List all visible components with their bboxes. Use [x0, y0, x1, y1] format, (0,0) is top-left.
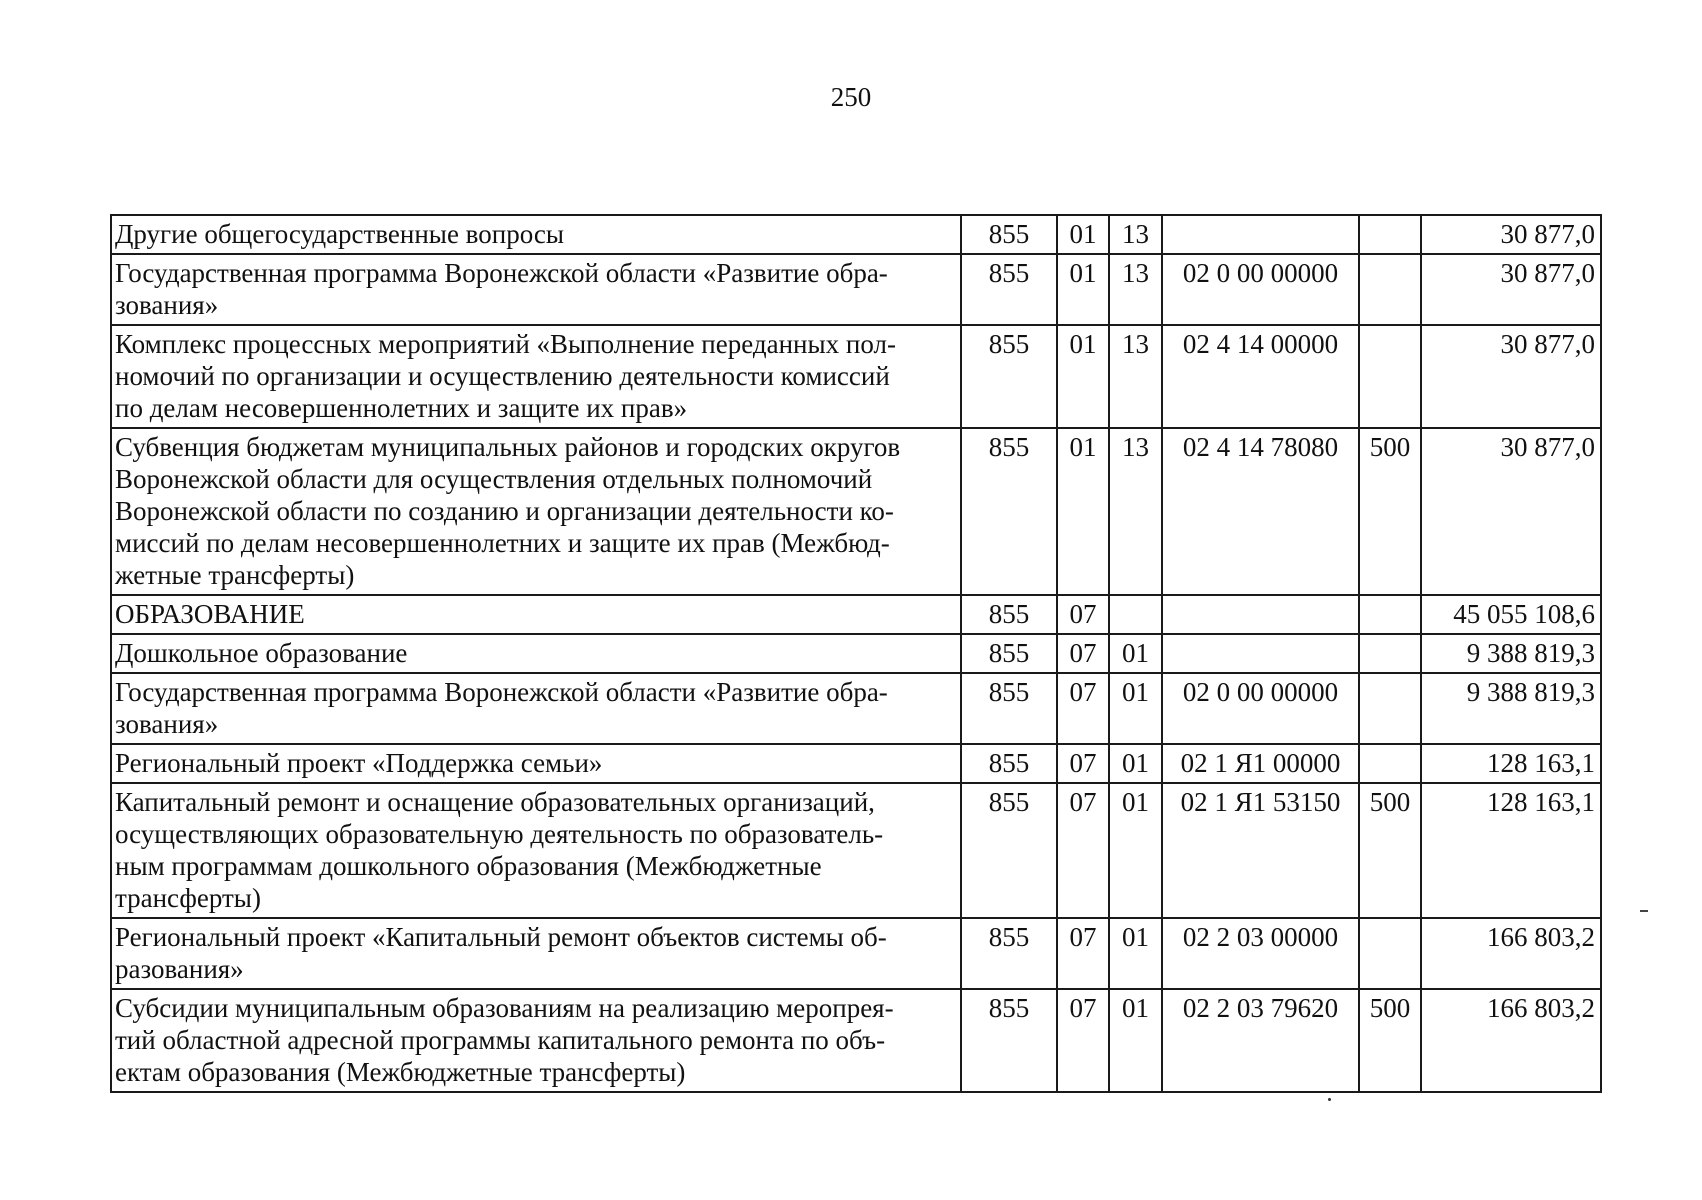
row-section-code: 07	[1057, 744, 1109, 783]
row-expense-type	[1359, 325, 1421, 428]
scan-dot	[1328, 1098, 1331, 1101]
row-grbs-code: 855	[961, 325, 1057, 428]
row-target-article	[1162, 215, 1359, 254]
row-subsection-code: 01	[1109, 783, 1162, 918]
row-expense-type	[1359, 634, 1421, 673]
row-amount: 30 877,0	[1421, 325, 1601, 428]
row-amount: 9 388 819,3	[1421, 673, 1601, 744]
table-row	[111, 989, 1601, 1092]
row-subsection-code: 01	[1109, 673, 1162, 744]
row-target-article: 02 2 03 00000	[1162, 918, 1359, 989]
row-target-article: 02 4 14 00000	[1162, 325, 1359, 428]
row-expense-type: 500	[1359, 428, 1421, 595]
row-name: ОБРАЗОВАНИЕ	[111, 595, 961, 634]
row-name: Региональный проект «Поддержка семьи»	[111, 744, 961, 783]
row-subsection-code: 01	[1109, 634, 1162, 673]
budget-table	[110, 214, 1602, 1093]
row-amount: 128 163,1	[1421, 783, 1601, 918]
row-grbs-code: 855	[961, 215, 1057, 254]
row-target-article: 02 4 14 78080	[1162, 428, 1359, 595]
row-grbs-code: 855	[961, 673, 1057, 744]
row-amount: 45 055 108,6	[1421, 595, 1601, 634]
row-expense-type	[1359, 215, 1421, 254]
row-subsection-code: 13	[1109, 215, 1162, 254]
row-name: Субвенция бюджетам муниципальных районов и городских округов Воронежской области для осуществления отдельных полномочий Воронежской области по созданию и организации деятельности ко- миссий по делам несовершеннолетних и защите их прав (Межбюд- жетные трансферты)	[111, 428, 961, 595]
row-subsection-code: 13	[1109, 325, 1162, 428]
row-target-article: 02 1 Я1 00000	[1162, 744, 1359, 783]
scan-mark	[1640, 910, 1648, 912]
row-target-article: 02 1 Я1 53150	[1162, 783, 1359, 918]
row-section-code: 07	[1057, 634, 1109, 673]
table-row	[111, 918, 1601, 989]
row-amount: 30 877,0	[1421, 254, 1601, 325]
table-row	[111, 634, 1601, 673]
row-name: Государственная программа Воронежской области «Развитие обра- зования»	[111, 673, 961, 744]
row-amount: 9 388 819,3	[1421, 634, 1601, 673]
row-amount: 166 803,2	[1421, 989, 1601, 1092]
row-target-article	[1162, 595, 1359, 634]
row-section-code: 01	[1057, 325, 1109, 428]
row-name: Региональный проект «Капитальный ремонт объектов системы об- разования»	[111, 918, 961, 989]
row-grbs-code: 855	[961, 595, 1057, 634]
row-section-code: 01	[1057, 215, 1109, 254]
row-grbs-code: 855	[961, 428, 1057, 595]
row-target-article: 02 0 00 00000	[1162, 673, 1359, 744]
row-grbs-code: 855	[961, 634, 1057, 673]
table-body	[111, 215, 1601, 1092]
table-row	[111, 254, 1601, 325]
row-section-code: 07	[1057, 673, 1109, 744]
table-row	[111, 673, 1601, 744]
row-grbs-code: 855	[961, 744, 1057, 783]
row-expense-type	[1359, 918, 1421, 989]
row-subsection-code: 01	[1109, 744, 1162, 783]
row-name: Государственная программа Воронежской области «Развитие обра- зования»	[111, 254, 961, 325]
row-expense-type: 500	[1359, 989, 1421, 1092]
row-section-code: 07	[1057, 918, 1109, 989]
row-section-code: 01	[1057, 428, 1109, 595]
table-row	[111, 325, 1601, 428]
row-section-code: 01	[1057, 254, 1109, 325]
row-expense-type	[1359, 595, 1421, 634]
row-section-code: 07	[1057, 783, 1109, 918]
row-amount: 128 163,1	[1421, 744, 1601, 783]
row-name: Капитальный ремонт и оснащение образовательных организаций, осуществляющих образовательную деятельность по образователь- ным программам дошкольного образования (Межбюджетные трансферты)	[111, 783, 961, 918]
row-amount: 30 877,0	[1421, 428, 1601, 595]
page-number: 250	[830, 82, 872, 112]
row-section-code: 07	[1057, 989, 1109, 1092]
row-expense-type: 500	[1359, 783, 1421, 918]
row-grbs-code: 855	[961, 989, 1057, 1092]
row-subsection-code	[1109, 595, 1162, 634]
row-name: Комплекс процессных мероприятий «Выполнение переданных пол- номочий по организации и осуществлению деятельности комиссий по делам несовершеннолетних и защите их прав»	[111, 325, 961, 428]
table-row	[111, 744, 1601, 783]
row-expense-type	[1359, 744, 1421, 783]
row-expense-type	[1359, 254, 1421, 325]
table-row	[111, 215, 1601, 254]
row-amount: 30 877,0	[1421, 215, 1601, 254]
table-row	[111, 428, 1601, 595]
row-name: Другие общегосударственные вопросы	[111, 215, 961, 254]
row-subsection-code: 01	[1109, 918, 1162, 989]
table-row	[111, 595, 1601, 634]
row-target-article: 02 2 03 79620	[1162, 989, 1359, 1092]
table-row	[111, 783, 1601, 918]
row-section-code: 07	[1057, 595, 1109, 634]
row-subsection-code: 01	[1109, 989, 1162, 1092]
row-subsection-code: 13	[1109, 428, 1162, 595]
row-expense-type	[1359, 673, 1421, 744]
row-target-article	[1162, 634, 1359, 673]
row-name: Субсидии муниципальным образованиям на реализацию меропрея- тий областной адресной программы капитального ремонта по объ- ектам образования (Межбюджетные трансферты)	[111, 989, 961, 1092]
row-grbs-code: 855	[961, 254, 1057, 325]
row-grbs-code: 855	[961, 783, 1057, 918]
row-amount: 166 803,2	[1421, 918, 1601, 989]
row-target-article: 02 0 00 00000	[1162, 254, 1359, 325]
row-subsection-code: 13	[1109, 254, 1162, 325]
row-grbs-code: 855	[961, 918, 1057, 989]
row-name: Дошкольное образование	[111, 634, 961, 673]
